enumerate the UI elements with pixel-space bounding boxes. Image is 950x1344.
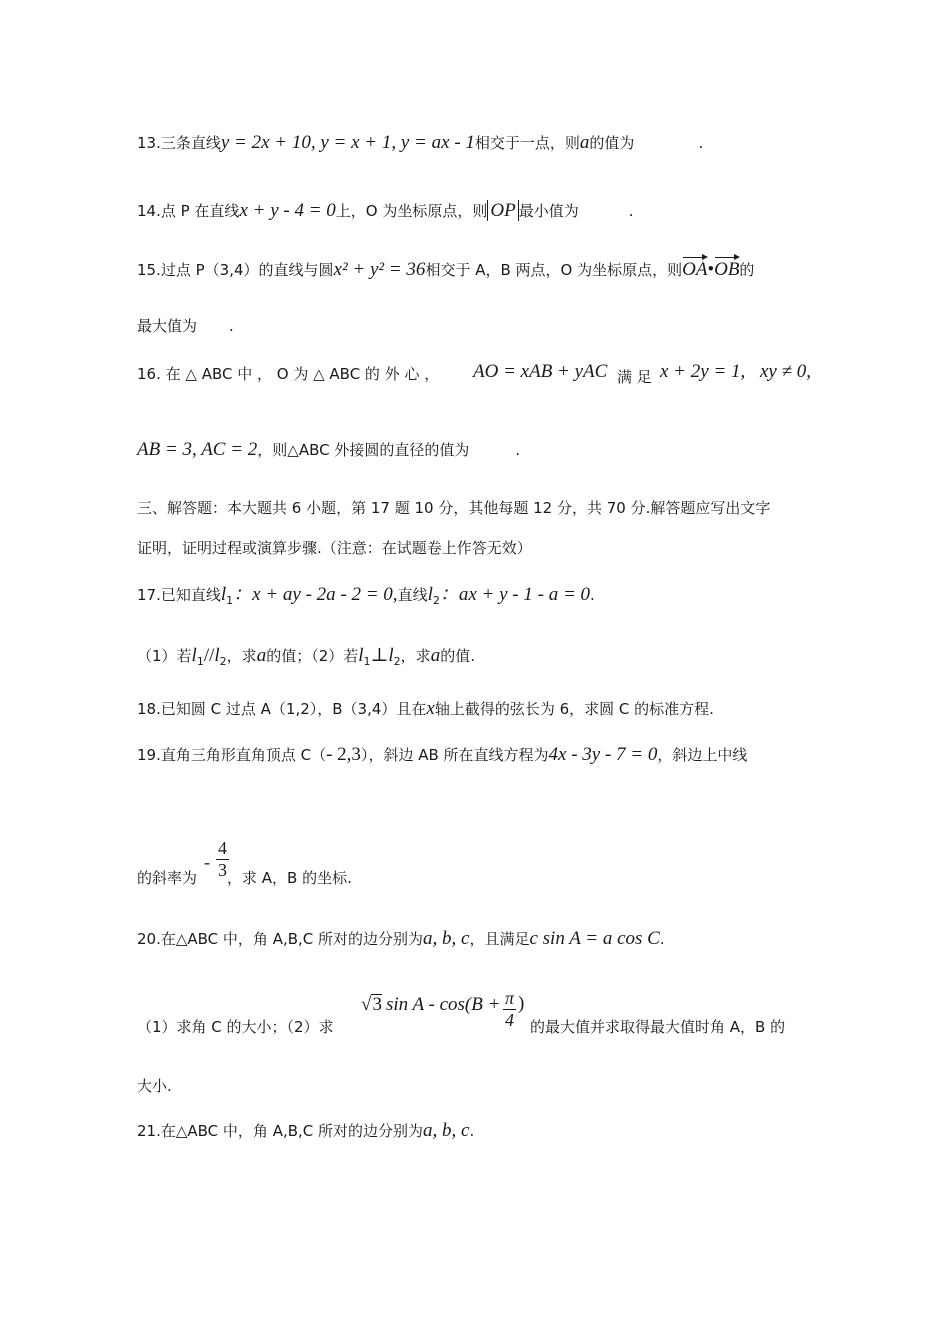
pi-over-4-fraction: $\frac{\pi}{4}$ [505,988,515,1030]
question-15-line2: 最大值为 . [137,317,234,335]
question-19: 19.直角三角形直角顶点 C（- 2,3），斜边 AB 所在直线方程为4x - 3y - 7 = 0，斜边上中线 [137,744,748,765]
question-20: 20.在△ABC 中，角 A,B,C 所对的边分别为a, b, c，且满足c sin A = a cos C. [137,928,665,949]
q14-equation: x + y - 4 = 0 [239,200,336,221]
vector-oa: OA [682,259,708,280]
q16-condition-2: xy ≠ 0, [760,361,812,382]
q16-vector-equation: AO = xAB + yAC [473,361,608,382]
q20-expression: √3 sin A - cos(B + [361,994,501,1015]
section-3-heading: 三、解答题：本大题共 6 小题，第 17 题 10 分，其他每题 12 分，共 70 分.解答题应写出文字 [137,499,771,517]
line-l1-equation: ：x + ay - 2a - 2 = 0, [233,584,398,605]
question-19-line2: 的斜率为 ，求 A，B 的坐标. [137,869,352,887]
q14-abs-op: OP [487,200,518,221]
q13-equation: y = 2x + 10, y = x + 1, y = ax - 1 [220,132,475,153]
question-20-parts: （1）求角 C 的大小；（2）求 [137,1018,334,1036]
question-17: 17.已知直线$l_1$：x + ay - 2a - 2 = 0,直线$l_2$：ax + y - 1 - a = 0. [137,584,595,607]
point-c-coordinates: - 2,3 [326,744,361,765]
vector-ob: OB [714,259,740,280]
q15-equation: x² + y² = 36 [333,259,426,280]
section-3-note: 证明，证明过程或演算步骤.（注意：在试题卷上作答无效） [137,539,532,557]
question-16-line2: AB = 3, AC = 2，则△ABC 外接圆的直径的值为 . [137,439,521,460]
hypotenuse-equation: 4x - 3y - 7 = 0 [548,744,658,765]
question-15: 15.过点 P（3,4）的直线与圆x² + y² = 36相交于 A，B 两点，O 为坐标原点，则OA•OB的 [137,259,755,280]
line-l2-equation: ：ax + y - 1 - a = 0 [439,584,591,605]
question-14: 14.点 P 在直线x + y - 4 = 0上，O 为坐标原点，则 OP 最小值为 . [137,200,634,221]
question-13: 13.三条直线y = 2x + 10, y = x + 1, y = ax - 1相交于一点，则a的值为 . [137,132,704,153]
q20-condition: c sin A = a cos C [529,928,660,949]
q16-condition-1: x + 2y = 1, [660,361,746,382]
question-20-line3: 大小. [137,1077,172,1095]
document-page: 13.三条直线y = 2x + 10, y = x + 1, y = ax - 1相交于一点，则a的值为 . 14.点 P 在直线x + y - 4 = 0上，O 为坐标原点，则 OP 最小值为 . 15.过点 P（3,4）的直线与圆x² + y² = 36相交于 A，B 两点，O 为坐标原点，则OA•OB的 最大值为 . 16. 在 △ ABC 中 ， O 为 △ ABC 的 外 心 ， AO = xAB + yAC 满 足 x + 2y = 1, xy ≠ 0, AB = 3, AC = 2，则△ABC 外接圆的直径的值为 . 三、解答题：本大题共 6 小题，第 17 题 10 分，其他每题 12 分，共 70 分.解答题应写出文字 证明，证明过程或演算步骤.（注意：在试题卷上作答无效） 17.已知直线$l_1$：x + ay - 2a - 2 = 0,直线$l_2$：ax + y - 1 - a = 0. （1）若$l_1//l_2$，求a的值；（2）若$l_1\perp l_2$，求a的值. 18.已知圆 C 过点 A（1,2），B（3,4）且在x轴上截得的弦长为 6，求圆 C 的标准方程. 19.直角三角形直角顶点 C（- 2,3），斜边 AB 所在直线方程为4x - 3y - 7 = 0，斜边上中线 的斜率为 ，求 A，B 的坐标. - $\frac{4}{3}$ 20.在△ABC 中，角 A,B,C 所对的边分别为a, b, c，且满足c sin A = a cos C. （1）求角 C 的大小；（2）求 √3 sin A - cos(B + $\frac{\pi}{4}$ ) 的最大值并求取得最大值时角 A，B 的 大小. 21.在△ABC 中，角 A,B,C 所对的边分别为a, b, c. [137,132,812,1141]
question-21: 21.在△ABC 中，角 A,B,C 所对的边分别为a, b, c. [137,1120,475,1141]
slope-fraction: $\frac{4}{3}$ [218,838,227,880]
question-18: 18.已知圆 C 过点 A（1,2），B（3,4）且在x轴上截得的弦长为 6，求圆 C 的标准方程. [137,698,714,719]
question-16: 16. 在 △ ABC 中 ， O 为 △ ABC 的 外 心 ， [137,365,440,383]
question-17-parts: （1）若$l_1//l_2$，求a的值；（2）若$l_1\perp l_2$，求a的值. [137,645,475,668]
